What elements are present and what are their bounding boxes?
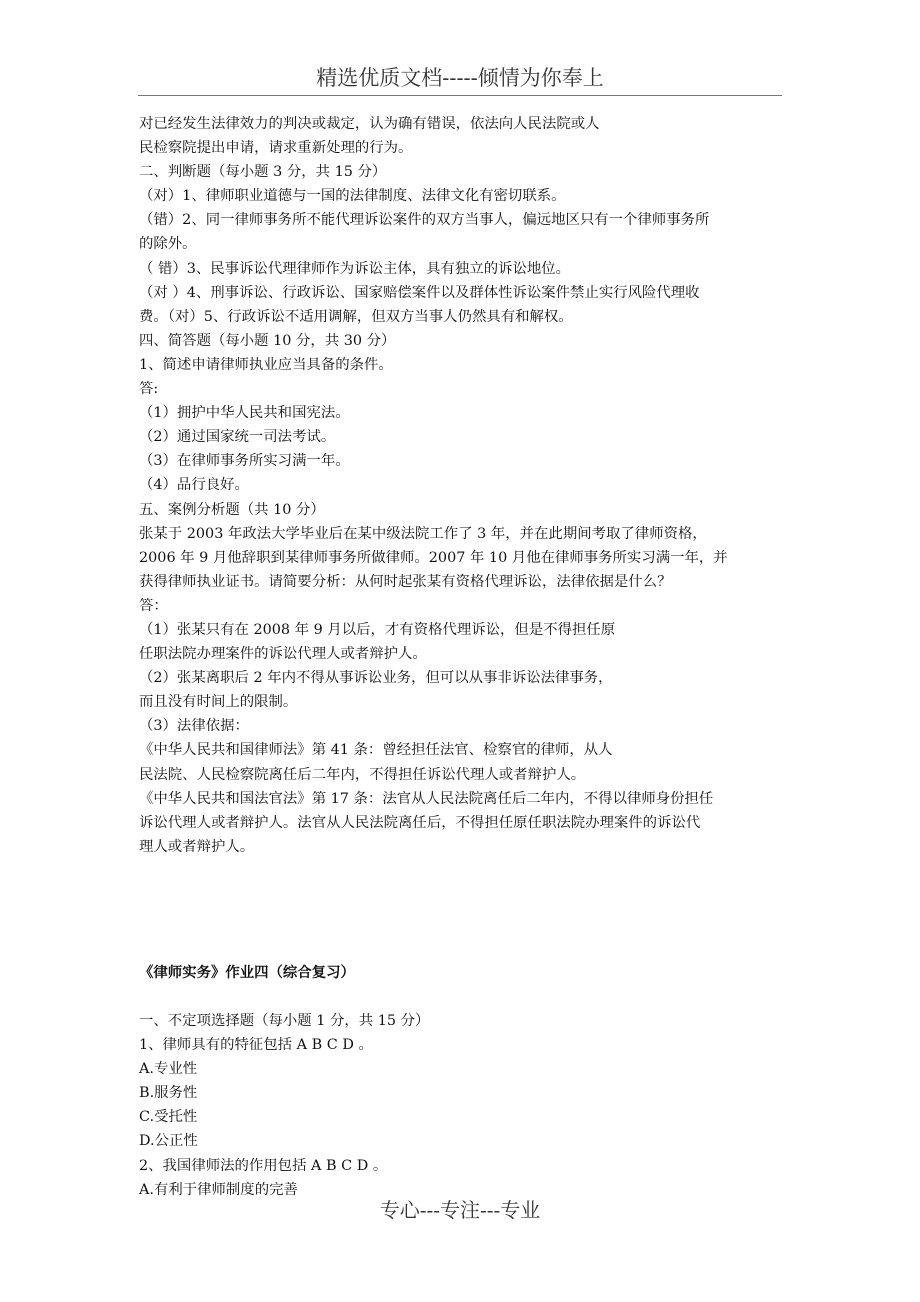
text-line: 答： (139, 597, 168, 614)
text-line: 民检察院提出申请，请求重新处理的行为。 (139, 140, 413, 157)
text-line: 的除外。 (139, 236, 197, 253)
text-line: 《中华人民共和国法官法》第 17 条：法官从人民法院离任后二年内，不得以律师身份担任 (139, 790, 714, 807)
text-line: 四、简答题（每小题 10 分，共 30 分） (139, 332, 396, 349)
text-line: A.有利于律师制度的完善 (139, 1181, 298, 1198)
text-line: A.专业性 (139, 1061, 198, 1078)
text-line: （对）1、律师职业道德与一国的法律制度、法律文化有密切联系。 (139, 188, 566, 205)
text-line: （错）2、同一律师事务所不能代理诉讼案件的双方当事人，偏远地区只有一个律师事务所 (139, 212, 710, 229)
text-line: 张某于 2003 年政法大学毕业后在某中级法院工作了 3 年，并在此期间考取了律师资格， (139, 525, 707, 542)
text-line: 二、判断题（每小题 3 分，共 15 分） (139, 164, 387, 181)
text-line: 民法院、人民检察院离任后二年内，不得担任诉讼代理人或者辩护人。 (139, 766, 586, 783)
answers-block (139, 112, 787, 859)
text-line: （2）通过国家统一司法考试。 (139, 429, 336, 446)
text-line: （2）张某离职后 2 年内不得从事诉讼业务，但可以从事非诉讼法律事务， (139, 670, 613, 687)
text-line: （4）品行良好。 (139, 477, 249, 494)
text-line: B.服务性 (139, 1085, 198, 1102)
header-divider (138, 95, 782, 96)
text-line: （对 ）4、刑事诉讼、行政诉讼、国家赔偿案件以及群体性诉讼案件禁止实行风险代理收 (139, 284, 700, 301)
text-line: 理人或者辩护人。 (139, 838, 255, 855)
text-line: 一、不定项选择题（每小题 1 分，共 15 分） (139, 1013, 430, 1029)
text-line: （3）在律师事务所实习满一年。 (139, 453, 350, 470)
text-line: 而且没有时间上的限制。 (139, 694, 298, 711)
text-line: 答: (139, 381, 159, 398)
text-line: 对已经发生法律效力的判决或裁定，认为确有错误，依法向人民法院或人 (139, 116, 600, 132)
section-title: 《律师实务》作业四（综合复习） (139, 963, 355, 981)
text-line: 《中华人民共和国律师法》第 41 条：曾经担任法官、检察官的律师，从人 (139, 742, 613, 759)
text-line: （3）法律依据： (139, 718, 249, 735)
text-line: 1、简述申请律师执业应当具备的条件。 (139, 356, 393, 373)
text-line: （1）张某只有在 2008 年 9 月以后，才有资格代理诉讼，但是不得担任原 (139, 621, 616, 638)
spacer (139, 859, 787, 961)
text-line: 任职法院办理案件的诉讼代理人或者辩护人。 (139, 646, 427, 663)
text-line: 1、律师具有的特征包括 A B C D 。 (139, 1037, 373, 1054)
text-line: （ 错）3、民事诉讼代理律师作为诉讼主体，具有独立的诉讼地位。 (139, 260, 571, 277)
text-line: C.受托性 (139, 1109, 198, 1126)
text-line: 2006 年 9 月他辞职到某律师事务所做律师。2007 年 10 月他在律师事务所实习满一年，并 (139, 549, 728, 566)
questions-block (139, 1009, 787, 1202)
text-line: 诉讼代理人或者辩护人。法官从人民法院离任后，不得担任原任职法院办理案件的诉讼代 (139, 814, 701, 831)
text-line: D.公正性 (139, 1133, 198, 1150)
spacer (139, 985, 787, 1009)
page-footer: 专心---专注---专业 (379, 1198, 541, 1222)
text-line: （1）拥护中华人民共和国宪法。 (139, 405, 350, 422)
text-line: 2、我国律师法的作用包括 A B C D 。 (139, 1157, 388, 1174)
page-header: 精选优质文档-----倾情为你奉上 (316, 66, 604, 90)
text-line: 五、案例分析题（共 10 分） (139, 501, 325, 518)
document-body (139, 112, 787, 1202)
text-line: 获得律师执业证书。请简要分析：从何时起张某有资格代理诉讼，法律依据是什么？ (139, 573, 672, 590)
text-line: 费。（对）5、行政诉讼不适用调解，但双方当事人仍然具有和解权。 (139, 308, 573, 325)
